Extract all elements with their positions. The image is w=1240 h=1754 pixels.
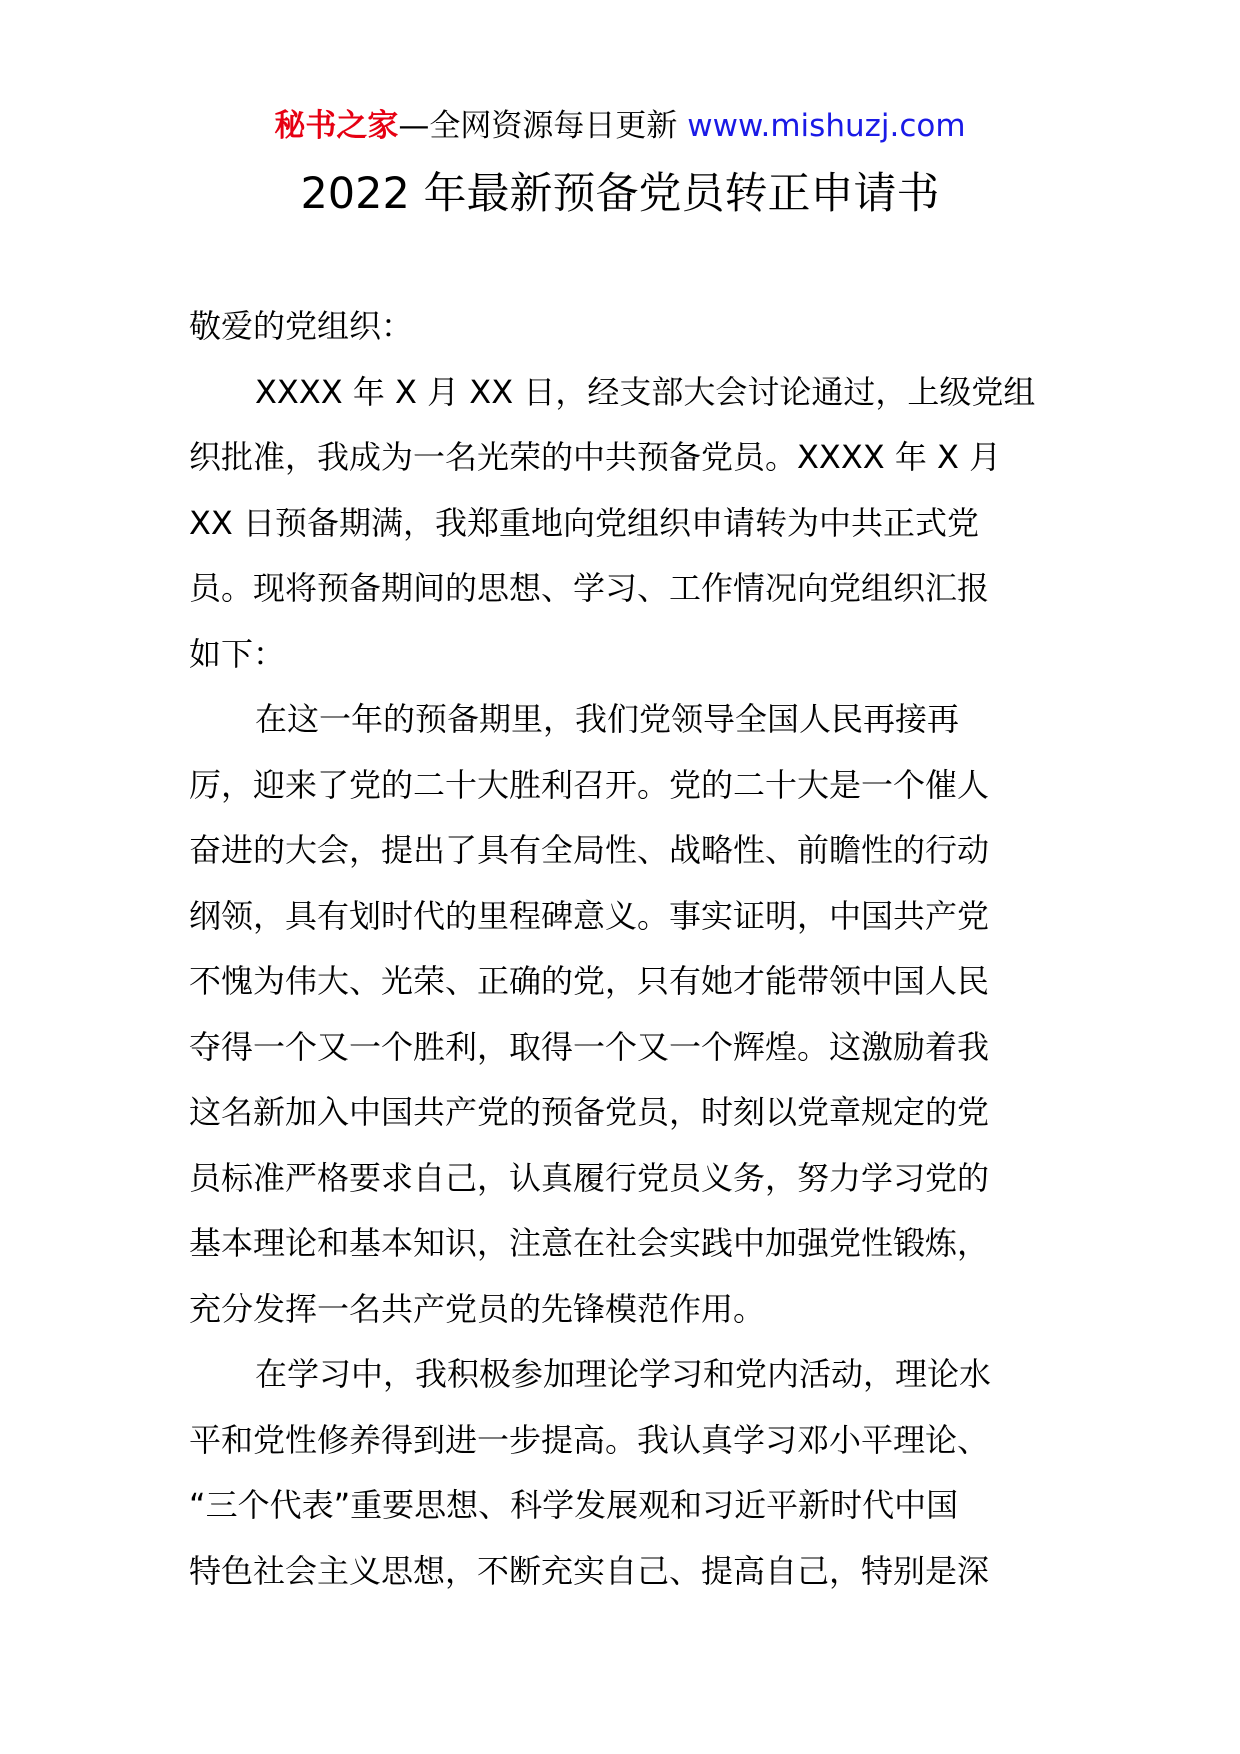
- document-body: [189, 294, 1069, 1604]
- text-line: 奋进的大会，提出了具有全局性、战略性、前瞻性的行动: [189, 831, 990, 869]
- text-line: 员标准严格要求自己，认真履行党员义务，努力学习党的: [189, 1158, 990, 1197]
- text-line: 不愧为伟大、光荣、正确的党，只有她才能带领中国人民: [189, 962, 990, 1000]
- text-line: 织批准，我成为一名光荣的中共预备党员。XXXX 年 X 月: [189, 438, 1002, 476]
- text-line: 充分发挥一名共产党员的先锋模范作用。: [189, 1289, 766, 1328]
- text-line: 员。现将预备期间的思想、学习、工作情况向党组织汇报: [189, 569, 990, 607]
- site-slogan: —全网资源每日更新: [398, 108, 688, 144]
- text-line: 平和党性修养得到进一步提高。我认真学习邓小平理论、: [189, 1420, 990, 1459]
- site-header: [0, 98, 1240, 154]
- brand-name: 秘书之家: [274, 108, 399, 144]
- text-line: 厉，迎来了党的二十大胜利召开。党的二十大是一个催人: [189, 765, 990, 804]
- text-line: 基本理论和基本知识，注意在社会实践中加强党性锻炼，: [189, 1224, 990, 1262]
- salutation: 敬爱的党组织：: [189, 307, 414, 345]
- text-line: 在这一年的预备期里，我们党领导全国人民再接再: [255, 700, 960, 738]
- text-line: 如下：: [189, 634, 286, 673]
- text-line: 这名新加入中国共产党的预备党员，时刻以党章规定的党: [189, 1093, 990, 1131]
- site-url-link[interactable]: www.mishuzj.com: [687, 108, 966, 144]
- text-line: XXXX 年 X 月 XX 日，经支部大会讨论通过，上级党组: [255, 372, 1036, 411]
- text-line: 纲领，具有划时代的里程碑意义。事实证明，中国共产党: [189, 896, 990, 935]
- text-line: 夺得一个又一个胜利，取得一个又一个辉煌。这激励着我: [189, 1027, 990, 1066]
- text-line: “三个代表”重要思想、科学发展观和习近平新时代中国: [189, 1486, 959, 1524]
- text-line: 特色社会主义思想，不断充实自己、提高自己，特别是深: [189, 1551, 990, 1590]
- text-line: 在学习中，我积极参加理论学习和党内活动，理论水: [255, 1355, 992, 1393]
- text-line: XX 日预备期满，我郑重地向党组织申请转为中共正式党: [189, 503, 980, 542]
- document-title: 2022 年最新预备党员转正申请书: [300, 169, 940, 219]
